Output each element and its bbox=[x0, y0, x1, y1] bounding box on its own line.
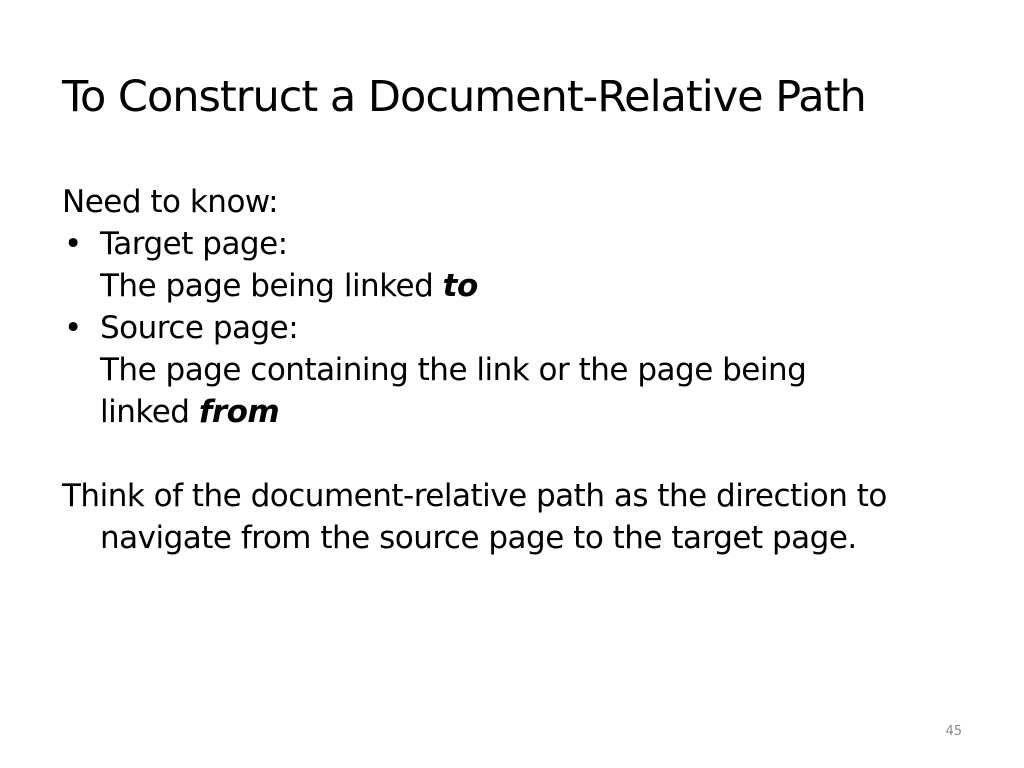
spacer bbox=[62, 433, 982, 475]
slide-body bbox=[62, 181, 982, 559]
bullet-detail bbox=[100, 265, 982, 307]
intro-text: Need to know: bbox=[62, 184, 279, 220]
bullet-detail-emphasis: to bbox=[442, 268, 478, 304]
bullet-detail-text: The page being linked bbox=[100, 268, 443, 304]
bullet-detail: The page containing the link or the page being bbox=[100, 352, 807, 388]
bullet-target-page bbox=[62, 223, 982, 307]
bullet-detail-continued bbox=[100, 391, 982, 433]
bullet-icon: • bbox=[64, 310, 82, 346]
summary-paragraph: Think of the document-relative path as the direction to navigate from the source page to the target page. bbox=[62, 478, 887, 556]
bullet-detail-emphasis: from bbox=[198, 394, 280, 430]
page-number: 45 bbox=[945, 724, 962, 739]
bullet-icon: • bbox=[64, 226, 82, 262]
bullet-detail-text: linked bbox=[100, 394, 199, 430]
bullet-heading: Source page: bbox=[100, 310, 299, 346]
bullet-heading: Target page: bbox=[100, 226, 288, 262]
bullet-source-page bbox=[62, 307, 982, 433]
slide-title: To Construct a Document-Relative Path bbox=[62, 72, 866, 122]
